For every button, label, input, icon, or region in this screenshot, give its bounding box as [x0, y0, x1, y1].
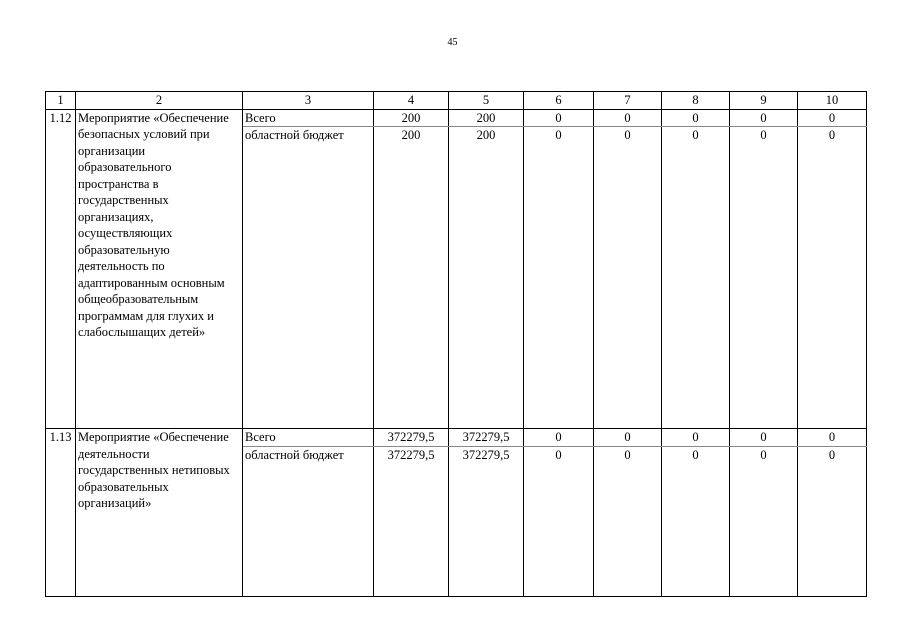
col-header-9: 9: [730, 92, 798, 110]
value-cell: 0: [524, 446, 594, 596]
value-cell: 0: [730, 446, 798, 596]
value-cell: 0: [594, 127, 662, 429]
budget-table: [45, 91, 867, 597]
value-cell: 0: [730, 109, 798, 127]
header-row: [46, 92, 867, 110]
funding-source: Всего: [243, 429, 374, 447]
value-cell: 0: [524, 127, 594, 429]
item-description: Мероприятие «Обеспечение безопасных условий при организации образовательного пространства в государственных организациях, осуществляющих образовательную деятельность по адаптированным основным общеобразовательным программам для глухих и слабослышащих детей»: [76, 109, 243, 429]
col-header-7: 7: [594, 92, 662, 110]
value-cell: 0: [730, 127, 798, 429]
funding-source: областной бюджет: [243, 127, 374, 429]
value-cell: 0: [662, 446, 730, 596]
item-number: 1.13: [46, 429, 76, 597]
page-number: 45: [447, 37, 458, 48]
col-header-2: 2: [76, 92, 243, 110]
value-cell: 0: [662, 429, 730, 447]
value-cell: 200: [449, 127, 524, 429]
value-cell: 0: [730, 429, 798, 447]
table-row: [46, 429, 867, 447]
value-cell: 0: [662, 127, 730, 429]
value-cell: 0: [594, 429, 662, 447]
value-cell: 0: [662, 109, 730, 127]
value-cell: 372279,5: [374, 446, 449, 596]
value-cell: 0: [798, 127, 867, 429]
col-header-3: 3: [243, 92, 374, 110]
value-cell: 0: [798, 109, 867, 127]
col-header-8: 8: [662, 92, 730, 110]
col-header-4: 4: [374, 92, 449, 110]
item-number: 1.12: [46, 109, 76, 429]
value-cell: 0: [798, 446, 867, 596]
value-cell: 0: [524, 109, 594, 127]
value-cell: 372279,5: [449, 429, 524, 447]
value-cell: 200: [374, 127, 449, 429]
value-cell: 0: [524, 429, 594, 447]
col-header-10: 10: [798, 92, 867, 110]
value-cell: 0: [594, 446, 662, 596]
value-cell: 0: [594, 109, 662, 127]
value-cell: 200: [374, 109, 449, 127]
col-header-1: 1: [46, 92, 76, 110]
table-row: [46, 109, 867, 127]
value-cell: 372279,5: [374, 429, 449, 447]
value-cell: 0: [798, 429, 867, 447]
value-cell: 372279,5: [449, 446, 524, 596]
value-cell: 200: [449, 109, 524, 127]
item-description: Мероприятие «Обеспечение деятельности государственных нетиповых образовательных организаций»: [76, 429, 243, 597]
col-header-6: 6: [524, 92, 594, 110]
funding-source: Всего: [243, 109, 374, 127]
col-header-5: 5: [449, 92, 524, 110]
funding-source: областной бюджет: [243, 446, 374, 596]
